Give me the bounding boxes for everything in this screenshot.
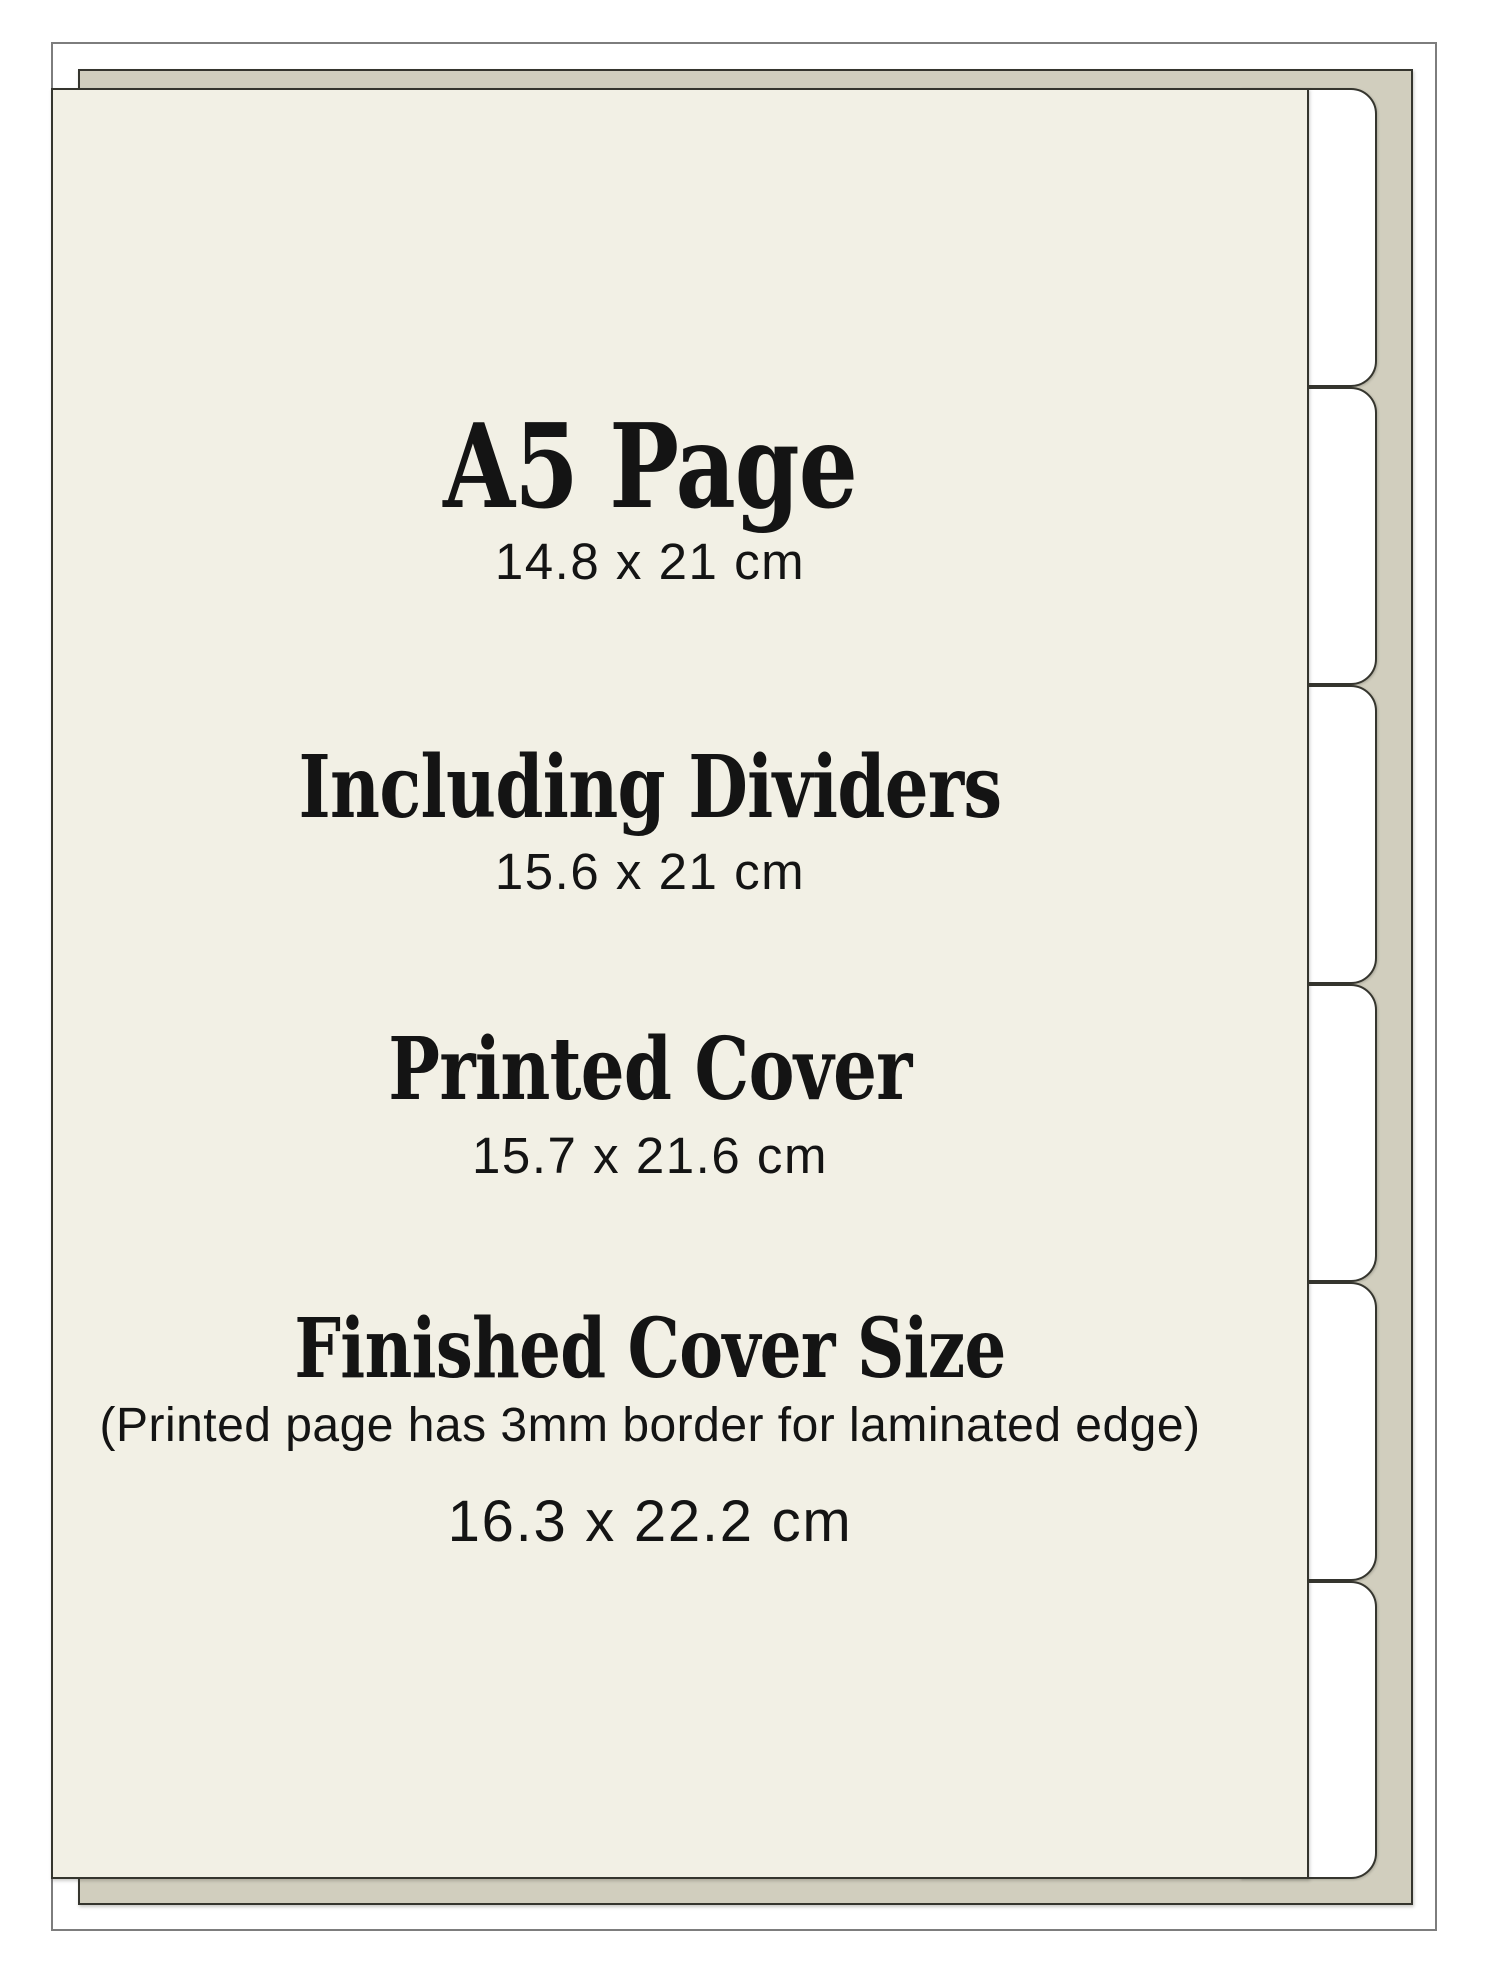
including-dividers-heading: Including Dividers [298, 737, 1002, 838]
printed-cover-heading: Printed Cover [388, 1019, 912, 1120]
finished-cover-heading: Finished Cover Size [294, 1301, 1006, 1397]
finished-cover-note: (Printed page has 3mm border for laminated edge) [99, 1399, 1201, 1452]
including-dividers-size: 15.6 x 21 cm [494, 843, 806, 900]
finished-cover-size: 16.3 x 22.2 cm [447, 1489, 853, 1554]
size-labels [51, 0, 1249, 1973]
printed-cover-size: 15.7 x 21.6 cm [472, 1127, 828, 1184]
a5-page-size: 14.8 x 21 cm [494, 533, 806, 590]
a5-page-heading: A5 Page [443, 399, 857, 535]
